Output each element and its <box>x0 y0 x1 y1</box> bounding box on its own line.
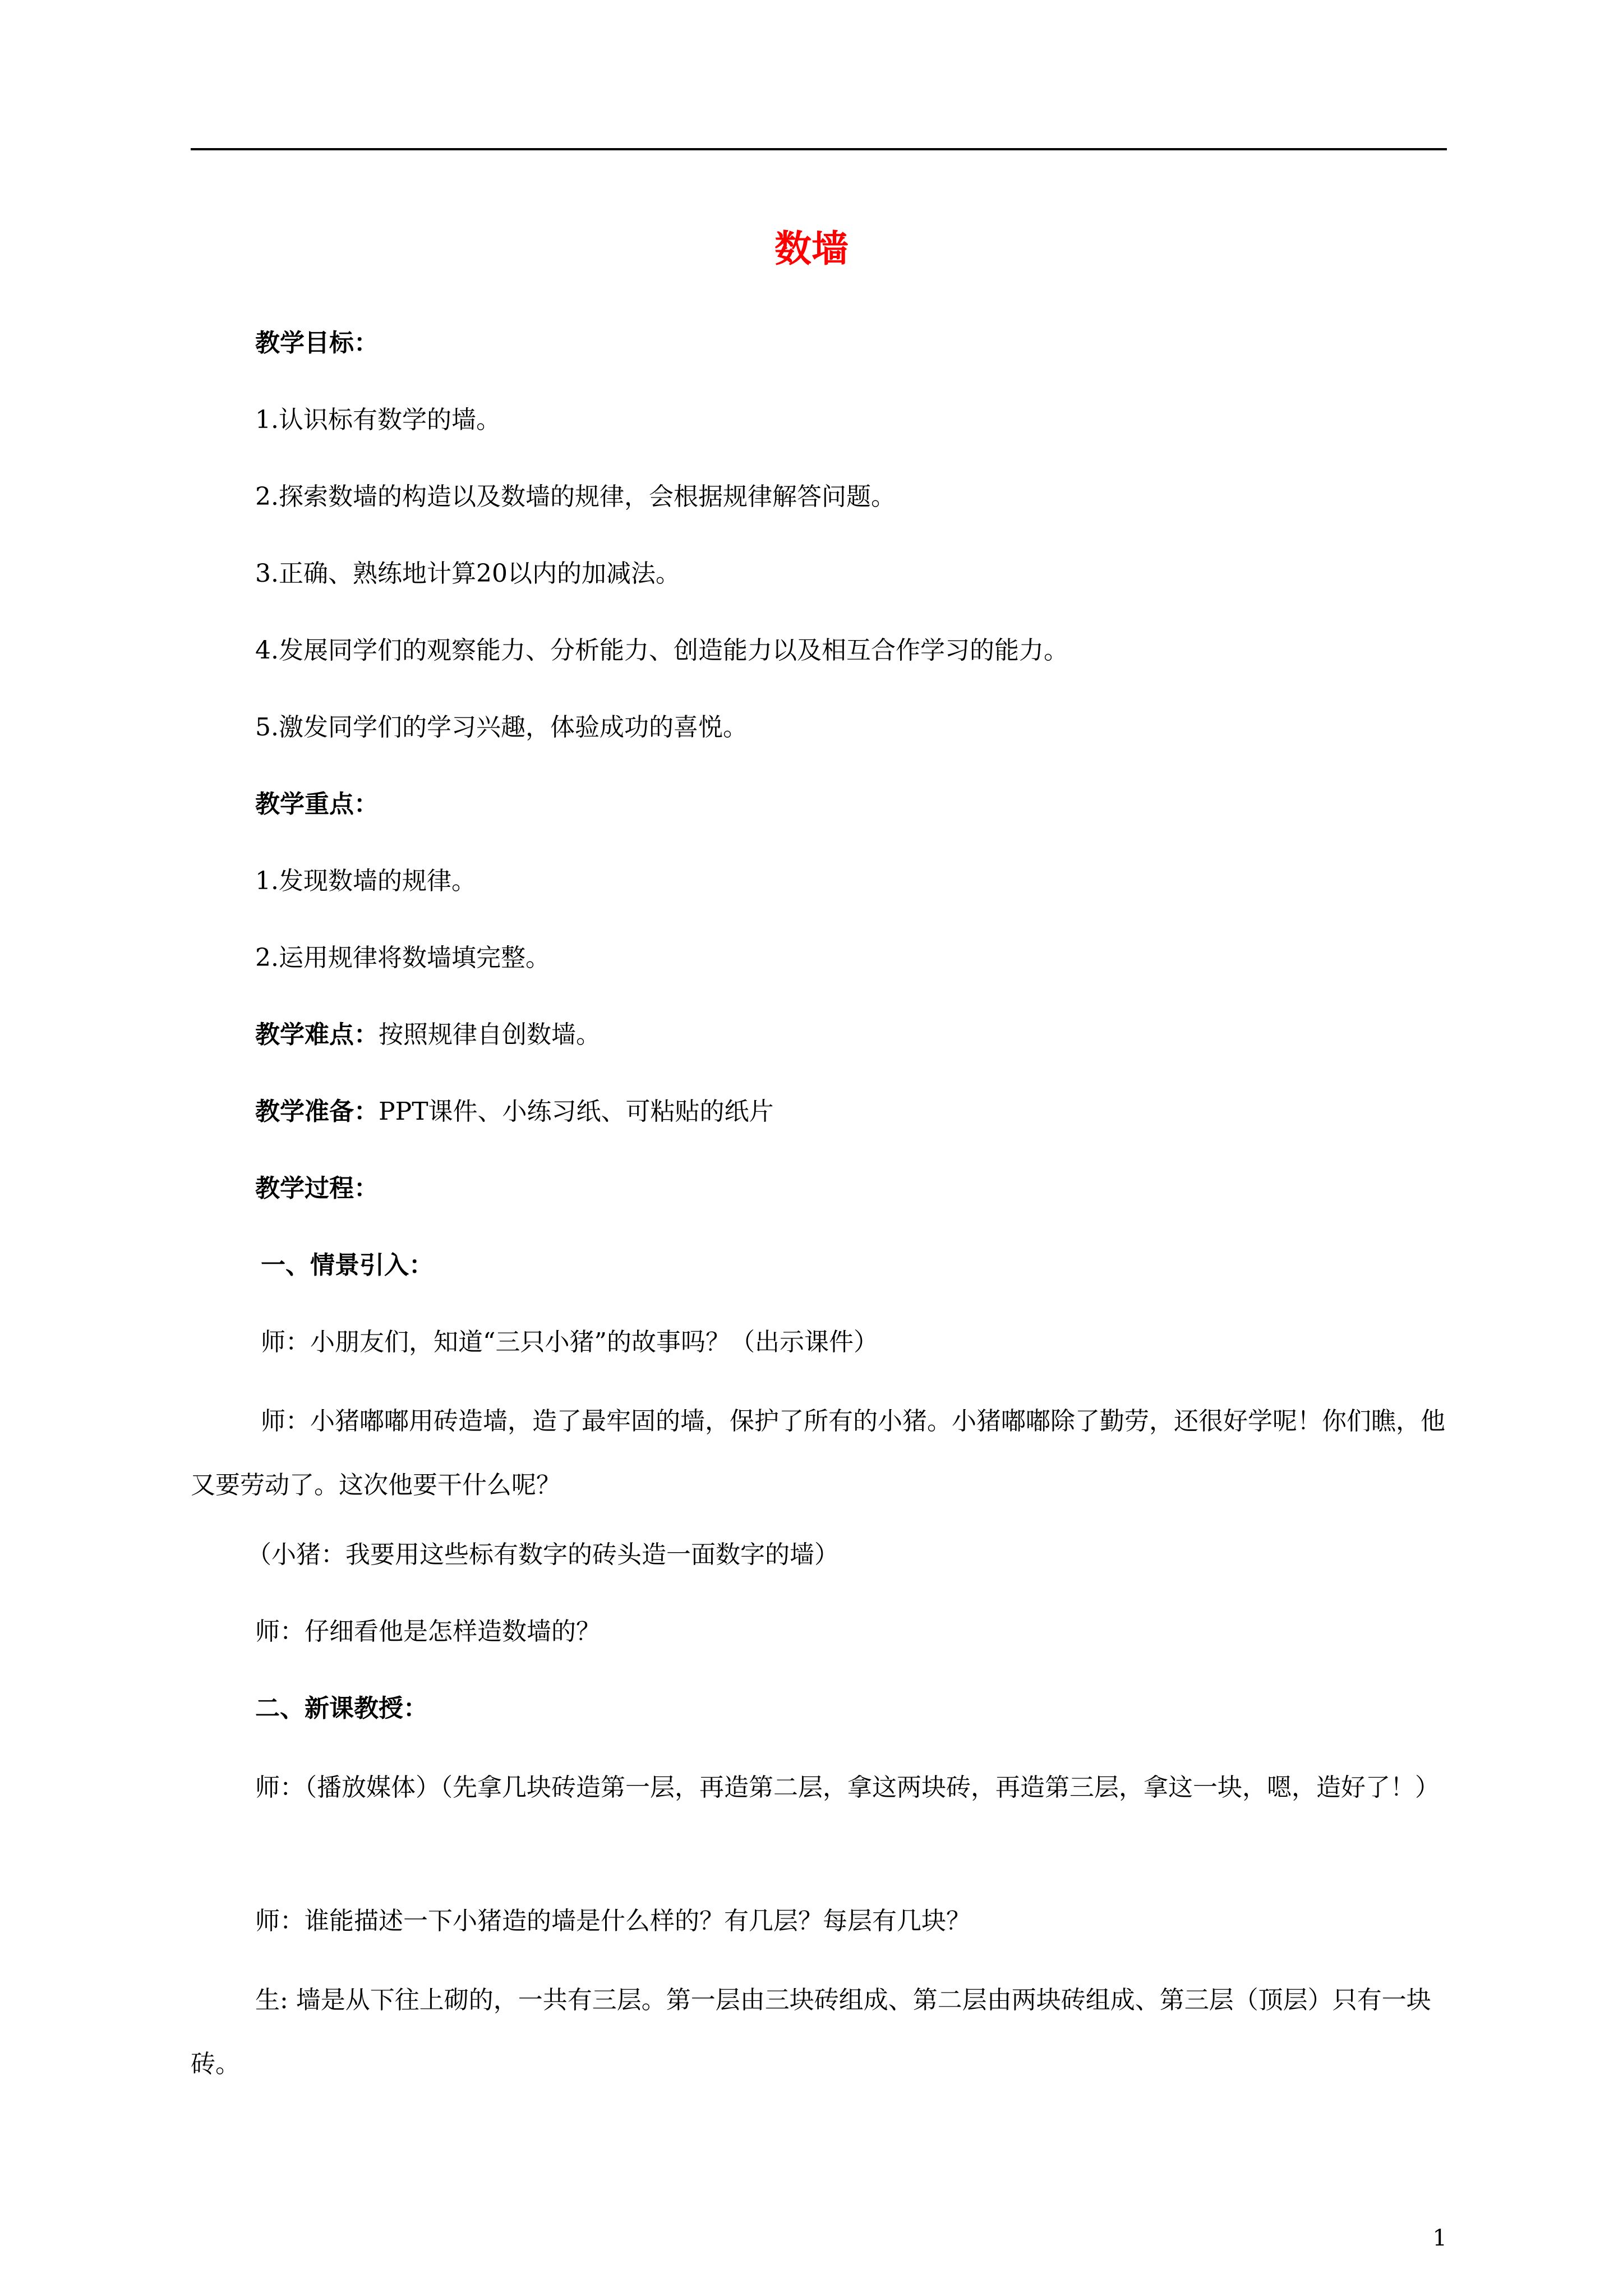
heading-goals: 教学目标： <box>255 329 379 357</box>
heading-keypoints: 教学重点： <box>255 790 379 818</box>
goal-item: 3.正确、熟练地计算20以内的加减法。 <box>255 559 680 588</box>
paragraph: （小猪：我要用这些标有数字的砖头造一面数字的墙） <box>247 1540 839 1569</box>
difficulty-line <box>255 1020 1447 1049</box>
goal-item: 1.认识标有数学的墙。 <box>255 406 501 434</box>
page-title: 数墙 <box>774 227 849 270</box>
paragraph: 师：谁能描述一下小猪造的墙是什么样的？有几层？每层有几块？ <box>255 1907 971 1935</box>
preparation-label: 教学准备： <box>255 1097 379 1126</box>
paragraph: 师：小朋友们，知道“三只小猪”的故事吗？（出示课件） <box>261 1328 878 1356</box>
preparation-text: PPT课件、小练习纸、可粘贴的纸片 <box>379 1097 774 1126</box>
difficulty-text: 按照规律自创数墙。 <box>379 1020 601 1049</box>
paragraph: 师：小猪嘟嘟用砖造墙，造了最牢固的墙，保护了所有的小猪。小猪嘟嘟除了勤劳，还很好学呢！你们瞧，他又要劳动了。这次他要干什么呢？ <box>191 1407 1445 1499</box>
header-rule <box>191 148 1447 150</box>
paragraph: 师：仔细看他是怎样造数墙的？ <box>255 1617 601 1646</box>
section2-heading: 二、新课教授： <box>255 1694 428 1723</box>
preparation-line <box>255 1099 1447 1124</box>
keypoint-item: 1.发现数墙的规律。 <box>255 867 476 895</box>
page-number: 1 <box>1432 2225 1447 2251</box>
keypoint-item: 2.运用规律将数墙填完整。 <box>255 944 550 972</box>
goal-item: 5.激发同学们的学习兴趣，体验成功的喜悦。 <box>255 713 748 742</box>
goal-item: 2.探索数墙的构造以及数墙的规律，会根据规律解答问题。 <box>255 482 896 511</box>
paragraph: 生: 墙是从下往上砌的，一共有三层。第一层由三块砖组成、第二层由两块砖组成、第三层（顶层）只有一块砖。 <box>191 1986 1431 2078</box>
heading-process: 教学过程： <box>255 1174 379 1203</box>
difficulty-label: 教学难点： <box>255 1020 379 1049</box>
section1-heading: 一、情景引入： <box>261 1251 434 1280</box>
paragraph: 师：（播放媒体）（先拿几块砖造第一层，再造第二层，拿这两块砖，再造第三层，拿这一块，嗯，造好了！） <box>255 1773 1440 1802</box>
goal-item: 4.发展同学们的观察能力、分析能力、创造能力以及相互合作学习的能力。 <box>255 636 1068 665</box>
